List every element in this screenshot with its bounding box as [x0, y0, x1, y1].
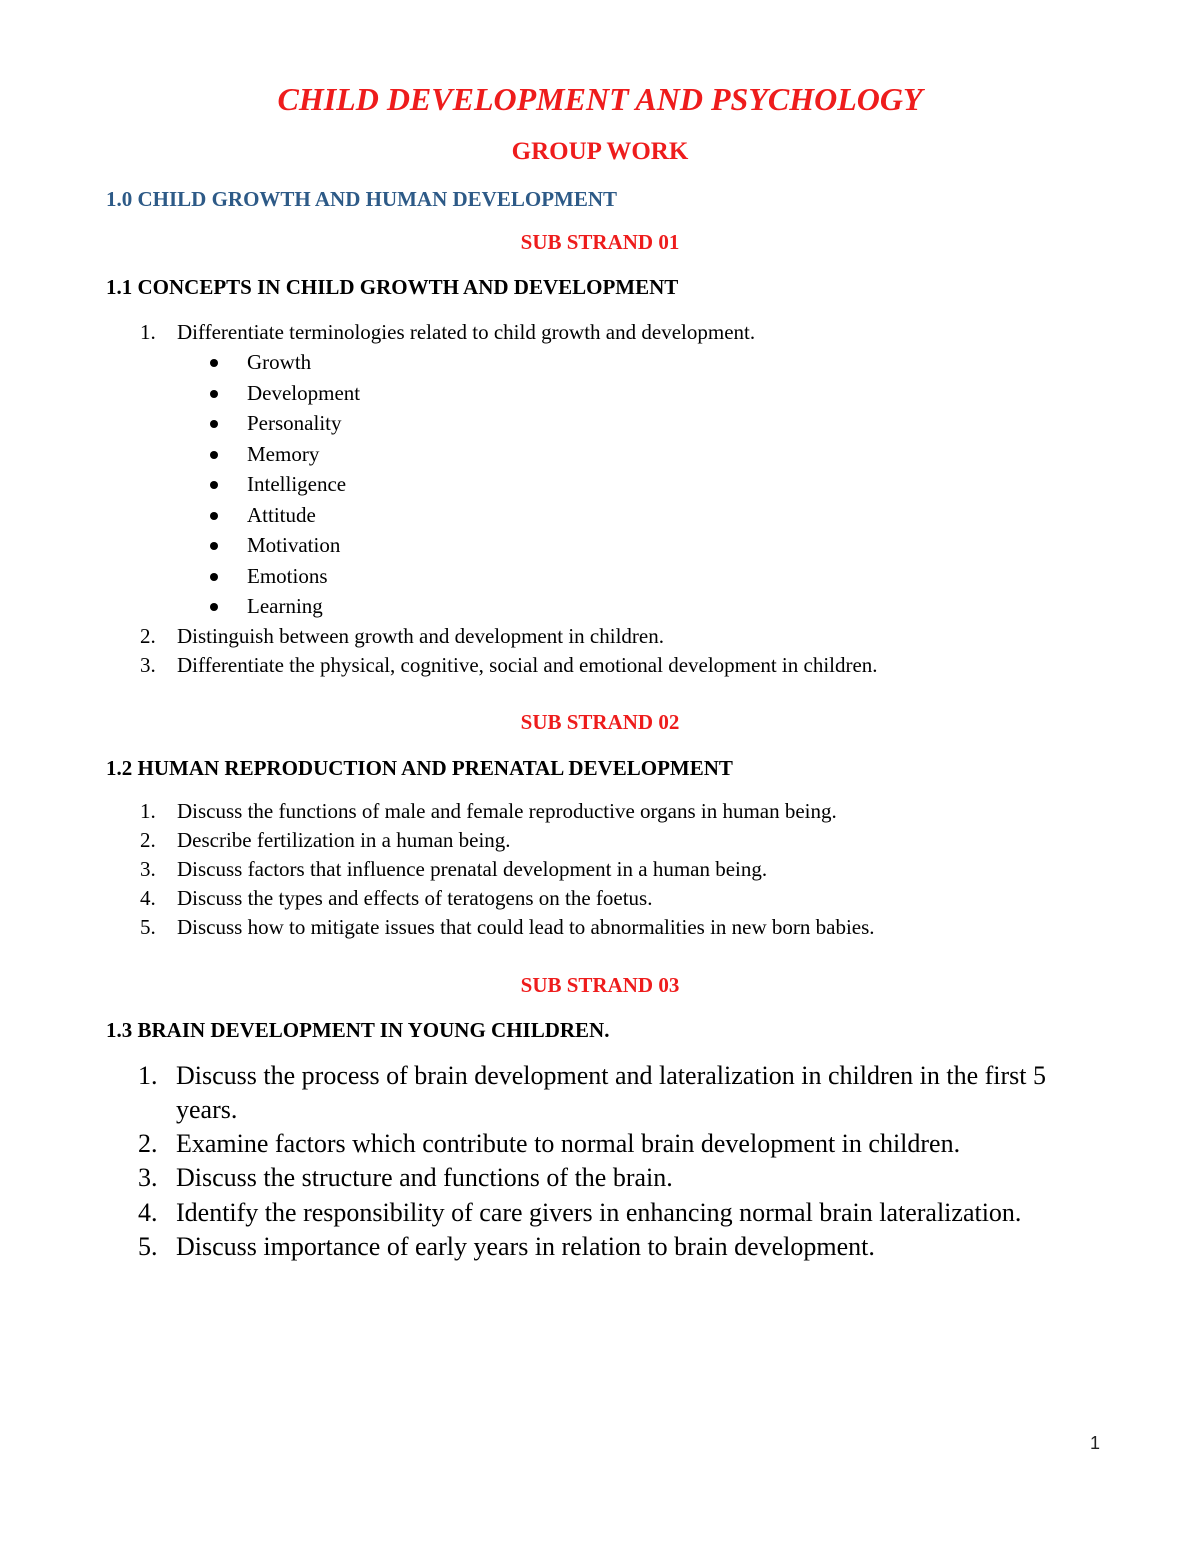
bullet-text: Intelligence	[247, 472, 347, 496]
bullet-icon	[210, 451, 218, 459]
list-number: 2.	[140, 828, 156, 852]
section-heading: 1.1 CONCEPTS IN CHILD GROWTH AND DEVELOPMENT	[106, 275, 679, 299]
list-number: 3.	[140, 857, 156, 881]
list-text: Discuss the process of brain development and lateralization in children in the first 5	[176, 1061, 1047, 1090]
bullet-icon	[210, 512, 218, 520]
sub-strand-label: SUB STRAND 02	[520, 710, 680, 734]
bullet-text: Memory	[247, 442, 320, 466]
list-number: 5.	[138, 1232, 158, 1261]
list-text: Discuss the types and effects of teratogens on the foetus.	[177, 886, 653, 910]
bullet-icon	[210, 603, 218, 611]
bullet-icon	[210, 542, 218, 550]
list-number: 1.	[140, 320, 156, 344]
list-number: 3.	[138, 1163, 158, 1192]
list-text: Identify the responsibility of care givers in enhancing normal brain lateralization.	[176, 1198, 1022, 1227]
list-number: 3.	[140, 653, 156, 677]
list-number: 4.	[140, 886, 156, 910]
bullet-icon	[210, 573, 218, 581]
bullet-icon	[210, 420, 218, 428]
document-title: CHILD DEVELOPMENT AND PSYCHOLOGY	[277, 81, 923, 117]
page-number: 1	[1089, 1433, 1100, 1453]
list-text: Discuss factors that influence prenatal development in a human being.	[177, 857, 768, 881]
bullet-text: Attitude	[247, 503, 316, 527]
list-number: 4.	[138, 1198, 158, 1227]
bullet-text: Development	[247, 381, 361, 405]
list-text: years.	[176, 1095, 238, 1124]
list-number: 1.	[140, 799, 156, 823]
sub-strand-label: SUB STRAND 01	[520, 230, 680, 254]
list-text: Discuss how to mitigate issues that could lead to abnormalities in new born babies.	[177, 915, 875, 939]
bullet-text: Emotions	[247, 564, 328, 588]
sub-strand-label: SUB STRAND 03	[520, 973, 680, 997]
list-number: 2.	[140, 624, 156, 648]
list-text: Examine factors which contribute to normal brain development in children.	[176, 1129, 961, 1158]
list-text: Differentiate terminologies related to child growth and development.	[177, 320, 756, 344]
list-text: Differentiate the physical, cognitive, social and emotional development in children.	[177, 653, 878, 677]
list-number: 1.	[138, 1061, 158, 1090]
list-number: 2.	[138, 1129, 158, 1158]
list-text: Distinguish between growth and development in children.	[177, 624, 664, 648]
list-text: Discuss importance of early years in relation to brain development.	[176, 1232, 875, 1261]
list-text: Discuss the functions of male and female reproductive organs in human being.	[177, 799, 837, 823]
bullet-text: Learning	[247, 594, 323, 618]
bullet-icon	[210, 390, 218, 398]
section-heading: 1.3 BRAIN DEVELOPMENT IN YOUNG CHILDREN.	[106, 1018, 610, 1042]
bullet-text: Motivation	[247, 533, 341, 557]
bullet-icon	[210, 481, 218, 489]
list-text: Discuss the structure and functions of the brain.	[176, 1163, 673, 1192]
list-number: 5.	[140, 915, 156, 939]
bullet-icon	[210, 359, 218, 367]
bullet-text: Personality	[247, 411, 342, 435]
bullet-text: Growth	[247, 350, 312, 374]
section-heading: 1.2 HUMAN REPRODUCTION AND PRENATAL DEVELOPMENT	[106, 756, 733, 780]
list-text: Describe fertilization in a human being.	[177, 828, 511, 852]
document-subtitle: GROUP WORK	[511, 138, 689, 165]
topic-heading: 1.0 CHILD GROWTH AND HUMAN DEVELOPMENT	[106, 187, 618, 211]
